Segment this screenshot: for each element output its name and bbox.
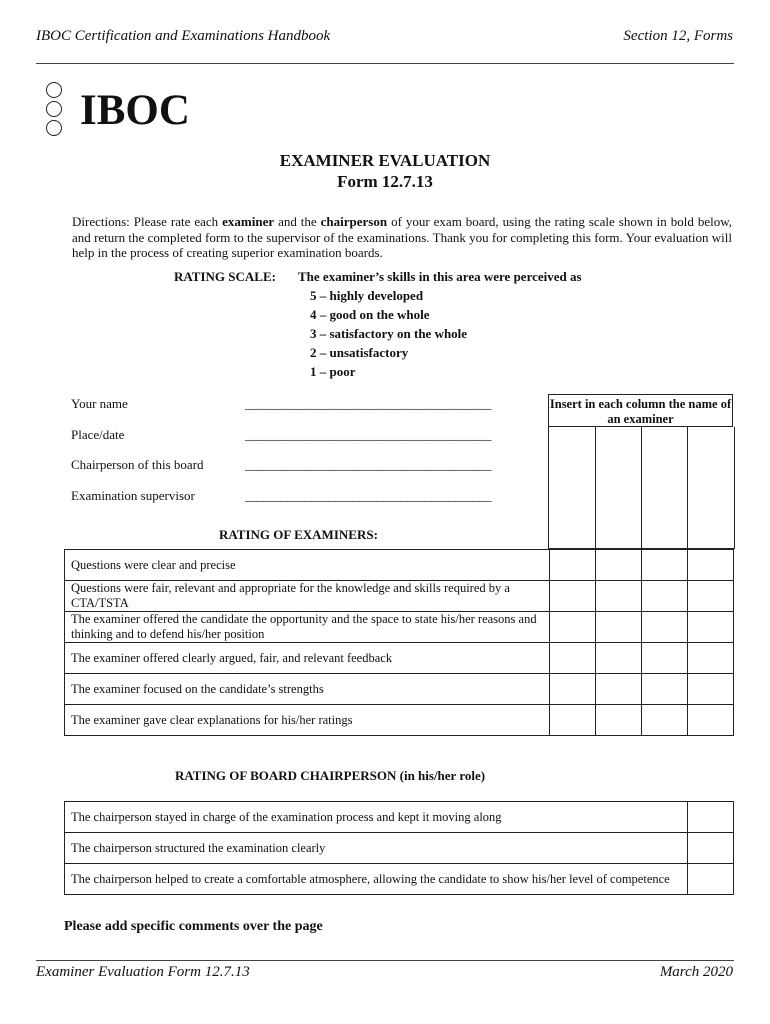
table-row xyxy=(65,643,734,674)
criterion-label: Questions were fair, relevant and appropriate for the knowledge and skills required by a CTA/TSTA xyxy=(65,581,550,612)
iboc-logo-text: IBOC xyxy=(80,87,190,134)
rating-cell[interactable] xyxy=(549,612,595,643)
directions-text-1: Directions: Please rate each xyxy=(72,214,223,229)
rating-cell[interactable] xyxy=(595,674,641,705)
supervisor-label: Examination supervisor xyxy=(71,488,195,503)
rating-cell[interactable] xyxy=(641,581,687,612)
rating-cell[interactable] xyxy=(595,550,641,581)
rating-cell[interactable] xyxy=(687,612,733,643)
examiners-rating-table xyxy=(64,549,734,736)
table-row xyxy=(65,705,734,736)
rating-cell[interactable] xyxy=(549,674,595,705)
form-number: Form 12.7.13 xyxy=(337,172,433,191)
chair-section-title: RATING OF BOARD CHAIRPERSON (in his/her role) xyxy=(175,768,486,783)
form-title: EXAMINER EVALUATION xyxy=(279,151,491,170)
criterion-label: The examiner focused on the candidate’s strengths xyxy=(65,674,550,705)
directions-chairperson: chairperson xyxy=(320,214,388,229)
footer-right: March 2020 xyxy=(659,964,733,980)
rating-cell[interactable] xyxy=(688,833,734,864)
table-row xyxy=(65,864,734,895)
criterion-label: The chairperson structured the examination clearly xyxy=(65,833,688,864)
table-row xyxy=(65,833,734,864)
examiner-columns-header xyxy=(548,394,733,427)
table-row xyxy=(65,802,734,833)
rating-cell[interactable] xyxy=(688,864,734,895)
footer-rule xyxy=(36,960,734,961)
rating-cell[interactable] xyxy=(687,705,733,736)
rating-cell[interactable] xyxy=(595,643,641,674)
iboc-logo-mark xyxy=(46,82,66,138)
table-row xyxy=(65,550,734,581)
rating-cell[interactable] xyxy=(688,802,734,833)
criterion-label: The examiner offered clearly argued, fair, and relevant feedback xyxy=(65,643,550,674)
your-name-label: Your name xyxy=(71,396,128,411)
examiners-section-title: RATING OF EXAMINERS: xyxy=(219,527,378,542)
criterion-label: The examiner offered the candidate the opportunity and the space to state his/her reasons and thinking and to defend his/her position xyxy=(65,612,550,643)
rating-cell[interactable] xyxy=(549,550,595,581)
rating-level-1: 1 – poor xyxy=(310,364,356,379)
rating-level-5: 5 – highly developed xyxy=(310,288,424,303)
footer-left: Examiner Evaluation Form 12.7.13 xyxy=(36,964,250,980)
criterion-label: The chairperson helped to create a comfortable atmosphere, allowing the candidate to show his/her level of competence xyxy=(65,864,688,895)
rating-cell[interactable] xyxy=(687,674,733,705)
directions-text-2: and the xyxy=(274,214,321,229)
rating-cell[interactable] xyxy=(641,705,687,736)
rating-cell[interactable] xyxy=(549,643,595,674)
rating-cell[interactable] xyxy=(641,643,687,674)
supervisor-field[interactable]: _________________________________________ xyxy=(245,488,491,503)
rating-level-4: 4 – good on the whole xyxy=(310,307,430,322)
directions-text-3: of your exam board, using the rating scale shown in bold below, and return the completed form to the supervisor of the examinations. Thank you for completing this form. Your evaluation will help in the process of creating superior examination boards. xyxy=(72,214,733,260)
table-row xyxy=(65,612,734,643)
criterion-label: Questions were clear and precise xyxy=(65,550,550,581)
rating-cell[interactable] xyxy=(595,705,641,736)
header-right: Section 12, Forms xyxy=(623,28,733,44)
chair-rating-table xyxy=(64,801,734,895)
rating-cell[interactable] xyxy=(641,612,687,643)
place-date-field[interactable]: _________________________________________ xyxy=(245,427,491,442)
comments-note: Please add specific comments over the page xyxy=(64,919,323,934)
rating-cell[interactable] xyxy=(687,550,733,581)
directions-examiner: examiner xyxy=(222,214,275,229)
criterion-label: The chairperson stayed in charge of the examination process and kept it moving along xyxy=(65,802,688,833)
rating-cell[interactable] xyxy=(595,581,641,612)
table-row xyxy=(65,581,734,612)
rating-scale-intro: The examiner’s skills in this area were perceived as xyxy=(298,269,582,284)
rating-cell[interactable] xyxy=(549,705,595,736)
rating-cell[interactable] xyxy=(641,674,687,705)
header-left: IBOC Certification and Examinations Handbook xyxy=(36,28,331,44)
rating-cell[interactable] xyxy=(687,643,733,674)
rating-scale-label: RATING SCALE: xyxy=(174,269,276,284)
rating-level-3: 3 – satisfactory on the whole xyxy=(310,326,468,341)
header-rule xyxy=(36,63,734,64)
your-name-field[interactable]: _________________________________________ xyxy=(245,396,491,411)
rating-cell[interactable] xyxy=(595,612,641,643)
rating-cell[interactable] xyxy=(641,550,687,581)
place-date-label: Place/date xyxy=(71,427,125,442)
chairperson-field[interactable]: _________________________________________ xyxy=(245,457,491,472)
examiner-name-cells xyxy=(548,427,734,549)
examiner-columns-header-text: Insert in each column the name of an examiner xyxy=(549,397,732,426)
rating-cell[interactable] xyxy=(687,581,733,612)
rating-level-2: 2 – unsatisfactory xyxy=(310,345,409,360)
criterion-label: The examiner gave clear explanations for his/her ratings xyxy=(65,705,550,736)
table-row xyxy=(65,674,734,705)
rating-cell[interactable] xyxy=(549,581,595,612)
directions xyxy=(72,214,732,261)
chairperson-label: Chairperson of this board xyxy=(71,457,204,472)
